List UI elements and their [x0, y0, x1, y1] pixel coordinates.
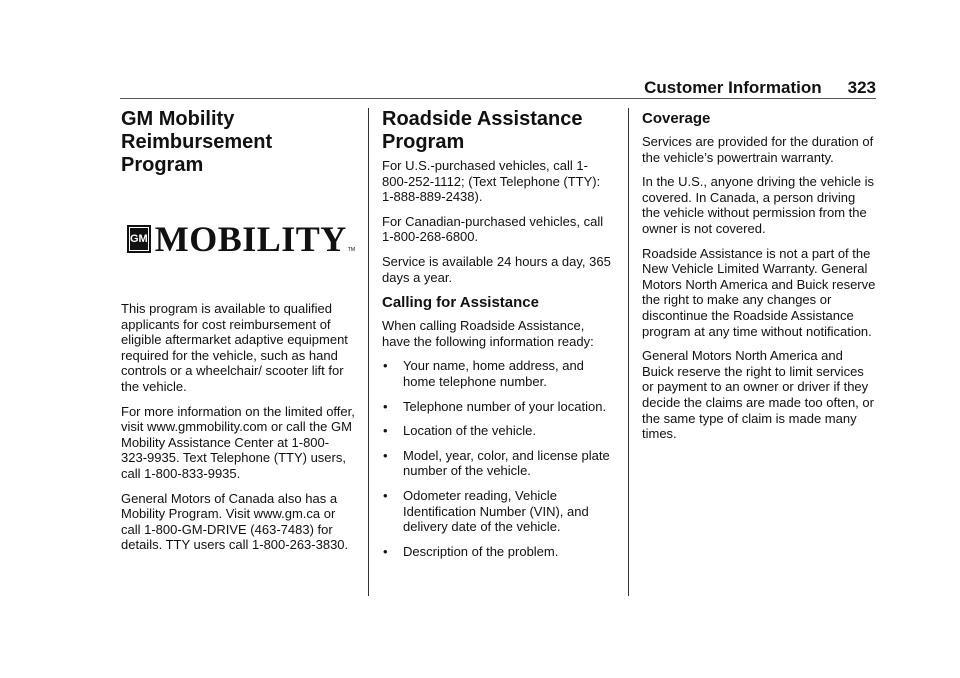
list-item — [382, 399, 612, 415]
gm-mobility-logo — [127, 221, 355, 257]
trademark-mark: TM — [347, 247, 355, 253]
roadside-paragraph: For Canadian-purchased vehicles, call 1-800-268-6800. — [382, 213, 604, 245]
header-rule — [120, 98, 876, 99]
mobility-paragraph: This program is available to qualified applicants for cost reimbursement of eligible aftermarket adaptive equipment required for the vehicle, such as hand controls or a wheelchair/ scooter lift for the vehicle. — [121, 301, 348, 394]
list-item-text: Odometer reading, Vehicle Identification Number (VIN), and delivery date of the vehicle. — [403, 487, 589, 535]
list-item — [382, 358, 612, 389]
page-header — [620, 70, 876, 98]
list-item-text: Location of the vehicle. — [403, 423, 536, 439]
list-item-text: Description of the problem. — [403, 543, 559, 559]
list-item — [382, 423, 612, 439]
list-item-text: Your name, home address, and home telephone number. — [403, 358, 584, 389]
bullet-icon: • — [383, 358, 388, 374]
roadside-paragraph: For U.S.-purchased vehicles, call 1-800-252-1112; (Text Telephone (TTY): 1-888-889-2438). — [382, 158, 601, 205]
column-mobility — [121, 108, 355, 562]
page-number: 323 — [847, 78, 876, 97]
info-checklist — [382, 358, 612, 559]
list-item-text: Telephone number of your location. — [403, 398, 607, 414]
coverage-paragraph: Roadside Assistance is not a part of the New Vehicle Limited Warranty. General Motors North America and Buick reserve the right to make any changes or discontinue the Roadside Assistance program at any time without notification. — [642, 245, 876, 339]
mobility-title: GM Mobility Reimbursement Program — [121, 108, 273, 176]
bullet-icon: • — [383, 447, 388, 463]
bullet-icon: • — [383, 398, 388, 414]
calling-intro: When calling Roadside Assistance, have the following information ready: — [382, 318, 594, 349]
column-roadside — [382, 108, 612, 568]
calling-assistance-heading: Calling for Assistance — [382, 294, 539, 312]
mobility-paragraph: For more information on the limited offer, visit www.gmmobility.com or call the GM Mobility Assistance Center at 1-800-323-9935. Text Telephone (TTY) users, call 1-800-833-9935. — [121, 403, 355, 481]
list-item-text: Model, year, color, and license plate number of the vehicle. — [403, 447, 610, 479]
column-divider-1 — [368, 108, 369, 596]
bullet-icon: • — [383, 423, 388, 439]
column-coverage — [642, 108, 876, 451]
column-divider-2 — [628, 108, 629, 596]
roadside-title: Roadside Assistance Program — [382, 108, 583, 153]
list-item — [382, 488, 612, 535]
mobility-logo-text: MOBILITY — [154, 219, 347, 259]
mobility-paragraph: General Motors of Canada also has a Mobility Program. Visit www.gm.ca or call 1-800-GM-DRIVE (463-7483) for details. TTY users call 1-800-263-3830. — [121, 490, 349, 553]
coverage-paragraph: In the U.S., anyone driving the vehicle is covered. In Canada, a person driving the vehicle without permission from the owner is not covered. — [642, 174, 874, 236]
coverage-paragraph: General Motors North America and Buick reserve the right to limit services or payment to an owner or driver if they decide the claims are made too often, or the same type of claim is made many times. — [642, 348, 874, 442]
bullet-icon: • — [383, 543, 388, 559]
gm-badge-icon: GM — [127, 225, 151, 253]
coverage-paragraph: Services are provided for the duration of the vehicle’s powertrain warranty. — [642, 134, 874, 165]
coverage-heading: Coverage — [642, 110, 711, 127]
section-title: Customer Information — [644, 78, 822, 97]
list-item — [382, 544, 612, 560]
bullet-icon: • — [383, 487, 388, 503]
roadside-paragraph: Service is available 24 hours a day, 365 days a year. — [382, 253, 611, 285]
list-item — [382, 448, 612, 479]
